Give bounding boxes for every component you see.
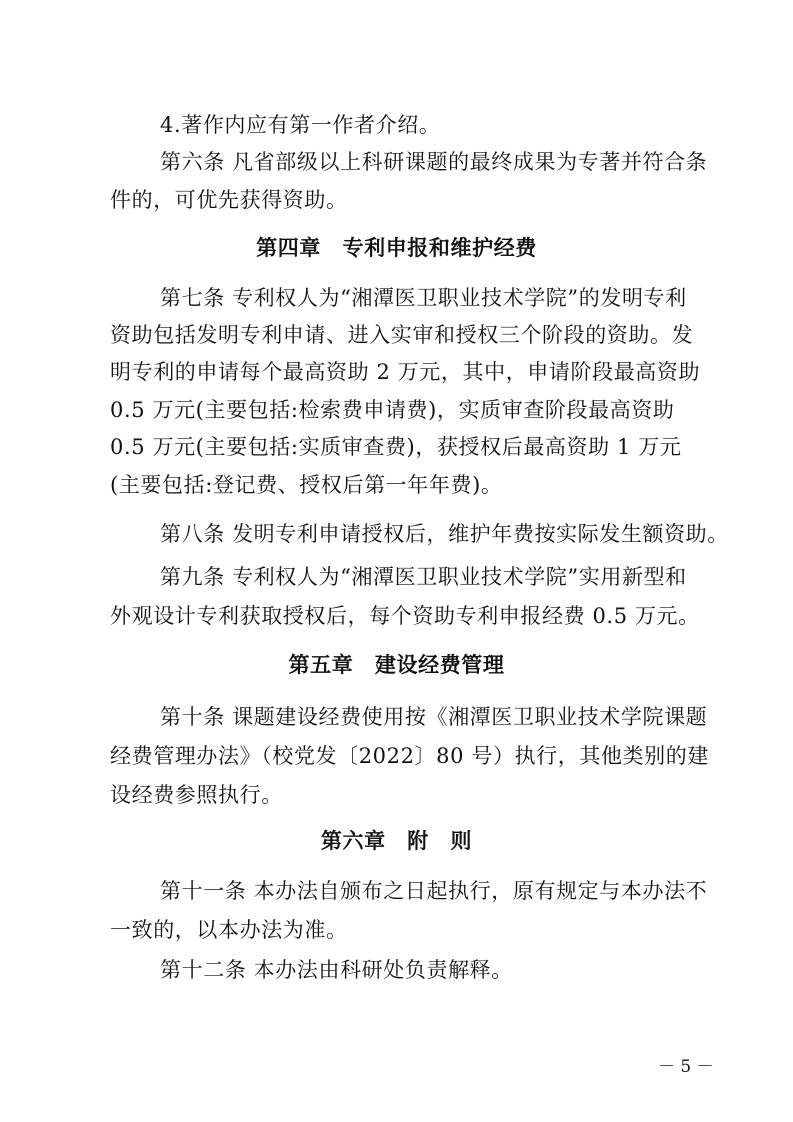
clause-line: 第七条 专利权人为“湘潭医卫职业技术学院”的发明专利: [160, 286, 687, 310]
clause-line: 明专利的申请每个最高资助 2 万元，其中，申请阶段最高资助: [110, 360, 701, 384]
clause-line: 第九条 专利权人为“湘潭医卫职业技术学院”实用新型和: [160, 565, 687, 589]
clause-line: 第十条 课题建设经费使用按《湘潭医卫职业技术学院课题: [160, 705, 708, 729]
clause-line: 第六条 凡省部级以上科研课题的最终成果为专著并符合条: [160, 150, 708, 174]
clause-line: 资助包括发明专利申请、进入实审和授权三个阶段的资助。发: [110, 323, 694, 347]
clause-line: 0.5 万元(主要包括:实质审查费)，获授权后最高资助 1 万元: [110, 435, 682, 459]
clause-line: (主要包括:登记费、授权后第一年年费)。: [110, 473, 503, 497]
clause-line: 第十二条 本办法由科研处负责解释。: [160, 958, 513, 982]
chapter-heading: 第五章 建设经费管理: [288, 653, 505, 677]
clause-line: 第十一条 本办法自颁布之日起执行，原有规定与本办法不: [160, 879, 708, 903]
page-number: － 5 －: [658, 1057, 714, 1077]
page-number-wrap: [658, 1056, 714, 1078]
clause-line: 一致的，以本办法为准。: [110, 918, 348, 942]
clause-line: 设经费参照执行。: [110, 783, 283, 807]
clause-line: 0.5 万元(主要包括:检索费申请费)，实质审查阶段最高资助: [110, 398, 675, 422]
chapter-heading: 第六章 附 则: [320, 829, 473, 853]
clause-line: 4.著作内应有第一作者介绍。: [160, 113, 441, 137]
clause-line: 经费管理办法》（校党发〔2022〕80 号）执行，其他类别的建: [110, 744, 709, 768]
clause-line: 外观设计专利获取授权后，每个资助专利申报经费 0.5 万元。: [110, 604, 700, 628]
clause-line: 第八条 发明专利申请授权后，维护年费按实际发生额资助。: [160, 522, 729, 546]
clause-line: 件的，可优先获得资助。: [110, 188, 348, 212]
chapter-heading: 第四章 专利申报和维护经费: [256, 236, 537, 260]
